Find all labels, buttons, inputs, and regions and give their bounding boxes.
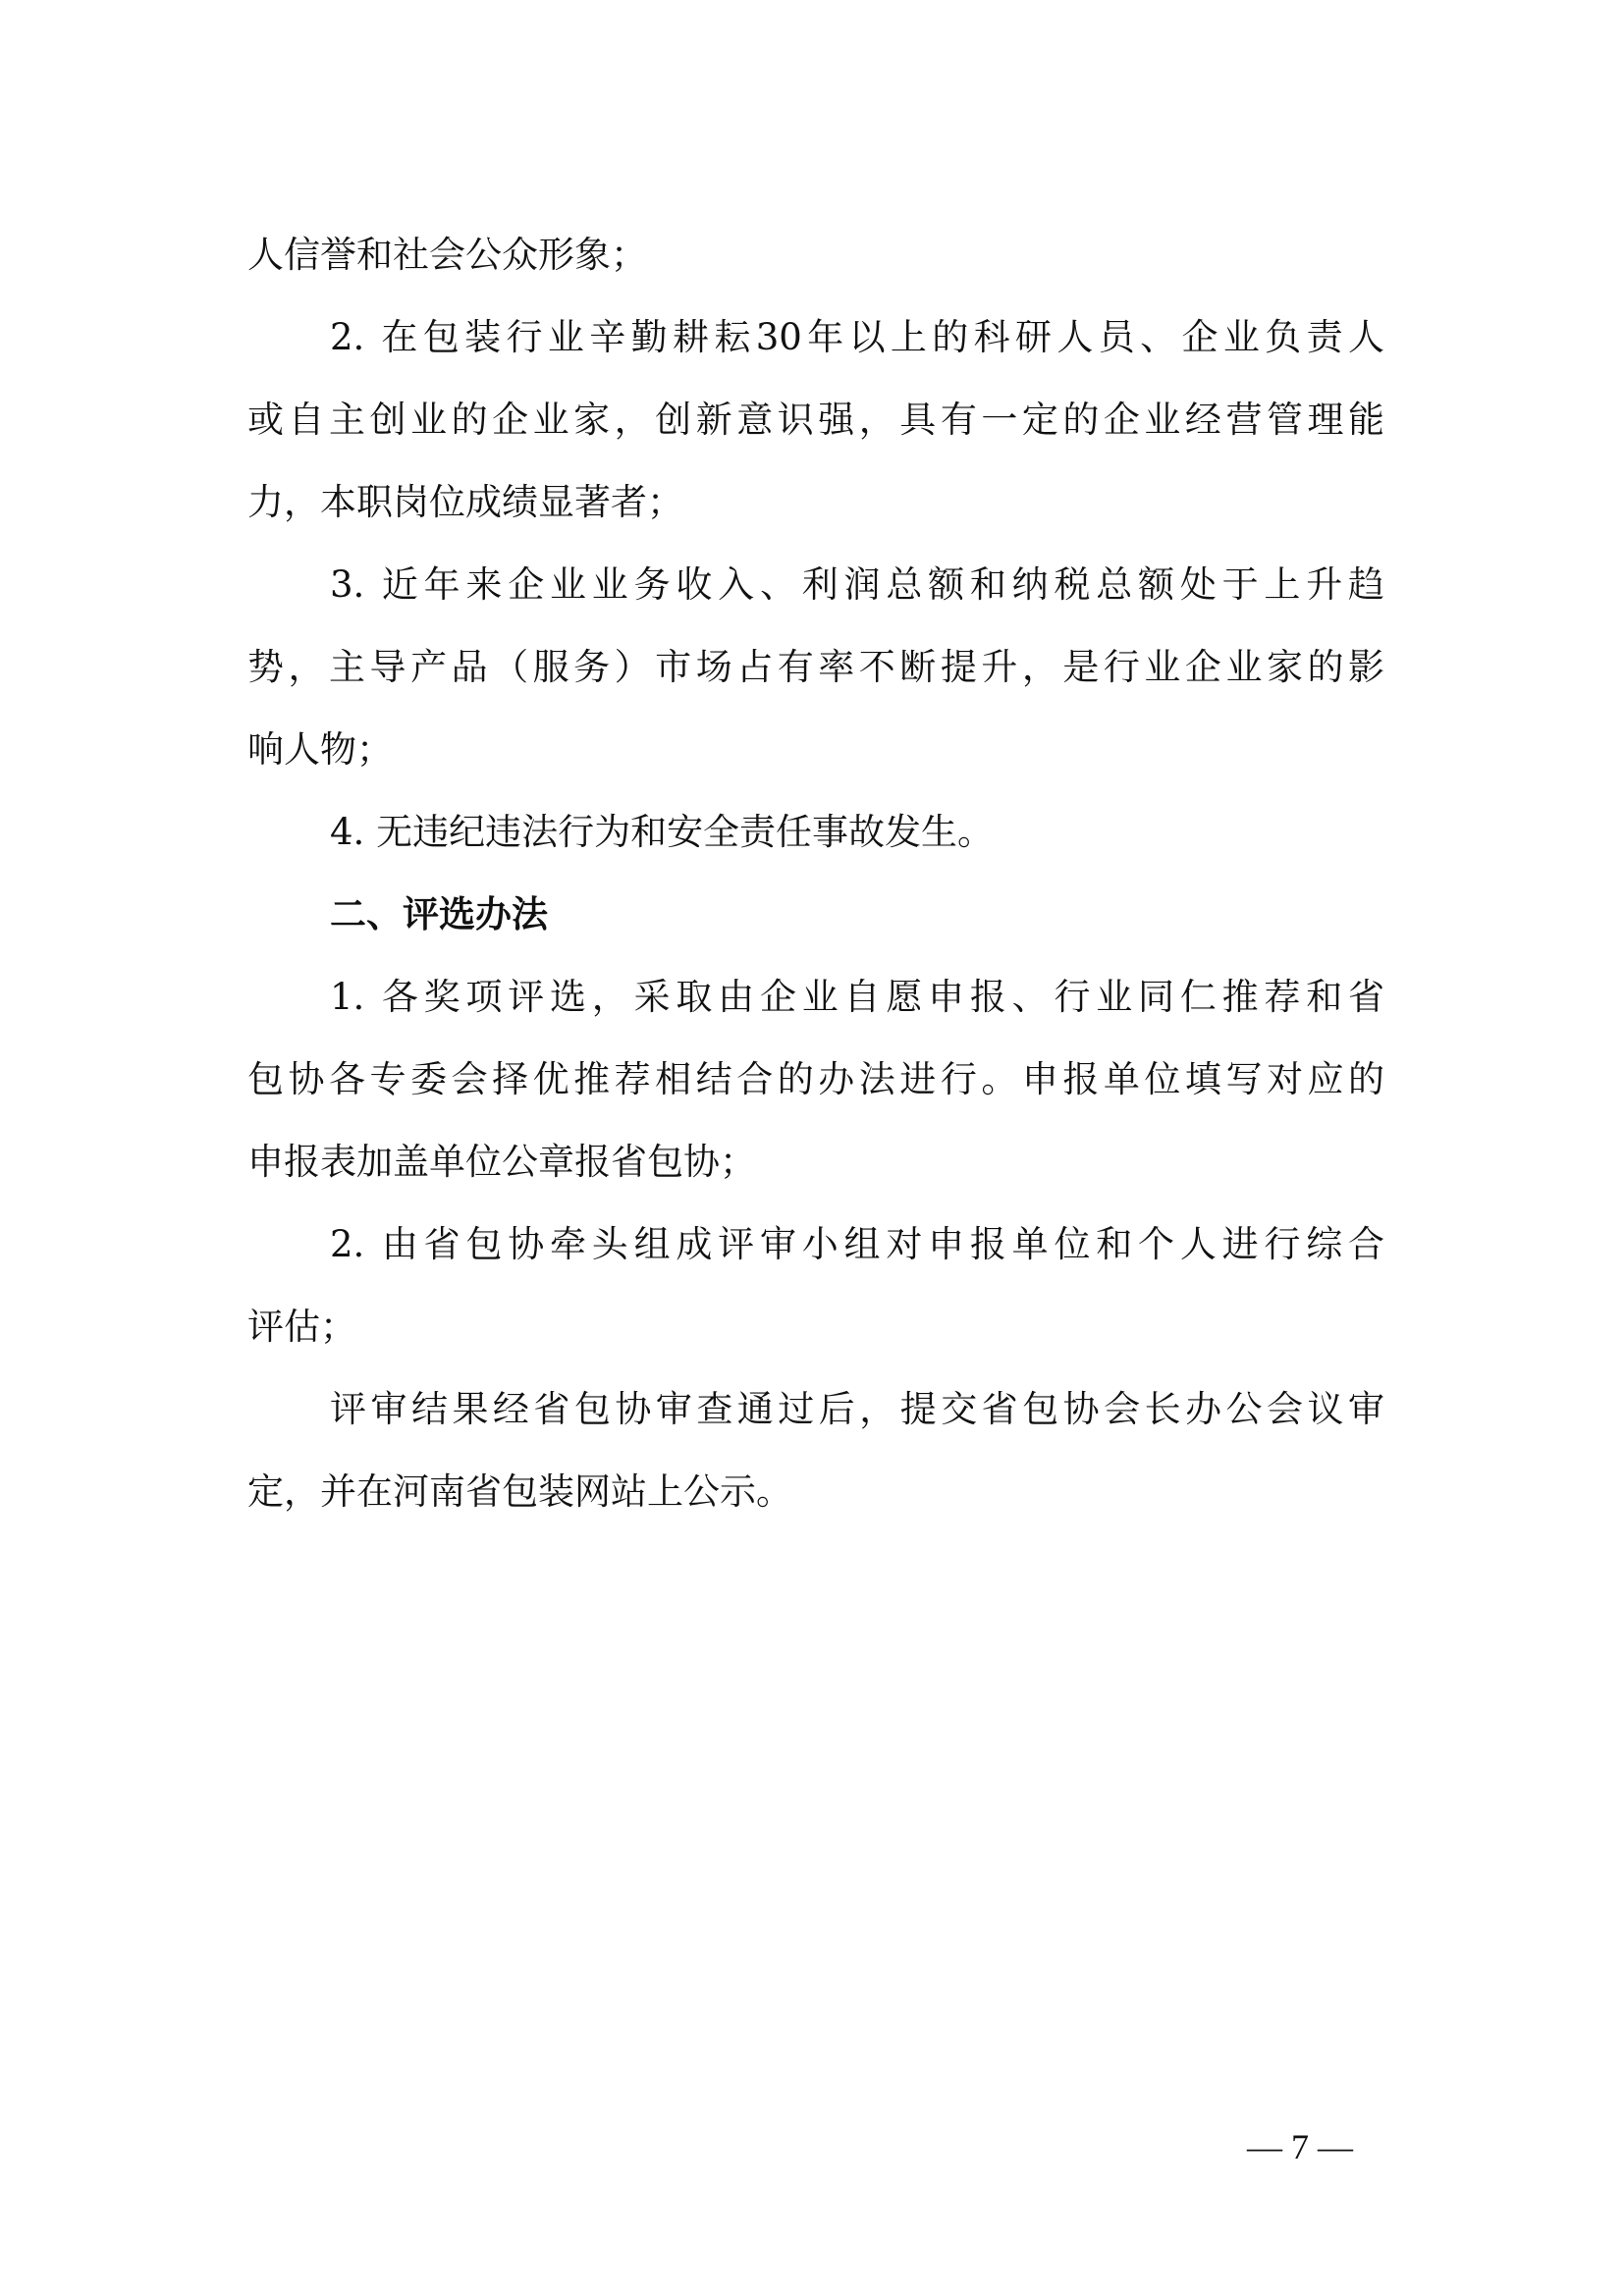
- text-line: 定，并在河南省包装网站上公示。: [247, 1470, 792, 1513]
- text-line: 评估；: [247, 1306, 356, 1348]
- text-line: 评审结果经省包协审查通过后，提交省包协会长办公会议审: [330, 1388, 1384, 1430]
- text-line: 4. 无违纪违法行为和安全责任事故发生。: [330, 811, 995, 853]
- paragraph-reputation-end: [247, 214, 1384, 296]
- text-line: 人信誉和社会公众形象；: [247, 234, 647, 276]
- text-line: 或自主创业的企业家，创新意识强，具有一定的企业经营管理能: [247, 399, 1384, 441]
- paragraph-method-2: [247, 1203, 1384, 1368]
- text-line: 申报表加盖单位公章报省包协；: [247, 1141, 756, 1183]
- section-heading-selection-method: [247, 874, 1384, 956]
- text-line: 3. 近年来企业业务收入、利润总额和纳税总额处于上升趋: [330, 563, 1384, 606]
- paragraph-criteria-4: [247, 791, 1384, 874]
- paragraph-criteria-3: [247, 544, 1384, 791]
- text-line: 2. 在包装行业辛勤耕耘30年以上的科研人员、企业负责人: [330, 316, 1384, 358]
- text-line: 响人物；: [247, 728, 393, 771]
- text-line: 1. 各奖项评选，采取由企业自愿申报、行业同仁推荐和省: [330, 976, 1384, 1018]
- paragraph-review-result: [247, 1368, 1384, 1533]
- text-line: 力，本职岗位成绩显著者；: [247, 481, 683, 523]
- page-number: — 7 —: [1247, 2127, 1353, 2166]
- paragraph-criteria-2: [247, 296, 1384, 544]
- section-heading: 二、评选办法: [330, 893, 548, 935]
- document-body: [247, 214, 1384, 1533]
- text-line: 势，主导产品（服务）市场占有率不断提升，是行业企业家的影: [247, 646, 1384, 688]
- text-line: 2. 由省包协牵头组成评审小组对申报单位和个人进行综合: [330, 1223, 1384, 1265]
- paragraph-method-1: [247, 956, 1384, 1203]
- text-line: 包协各专委会择优推荐相结合的办法进行。申报单位填写对应的: [247, 1058, 1384, 1100]
